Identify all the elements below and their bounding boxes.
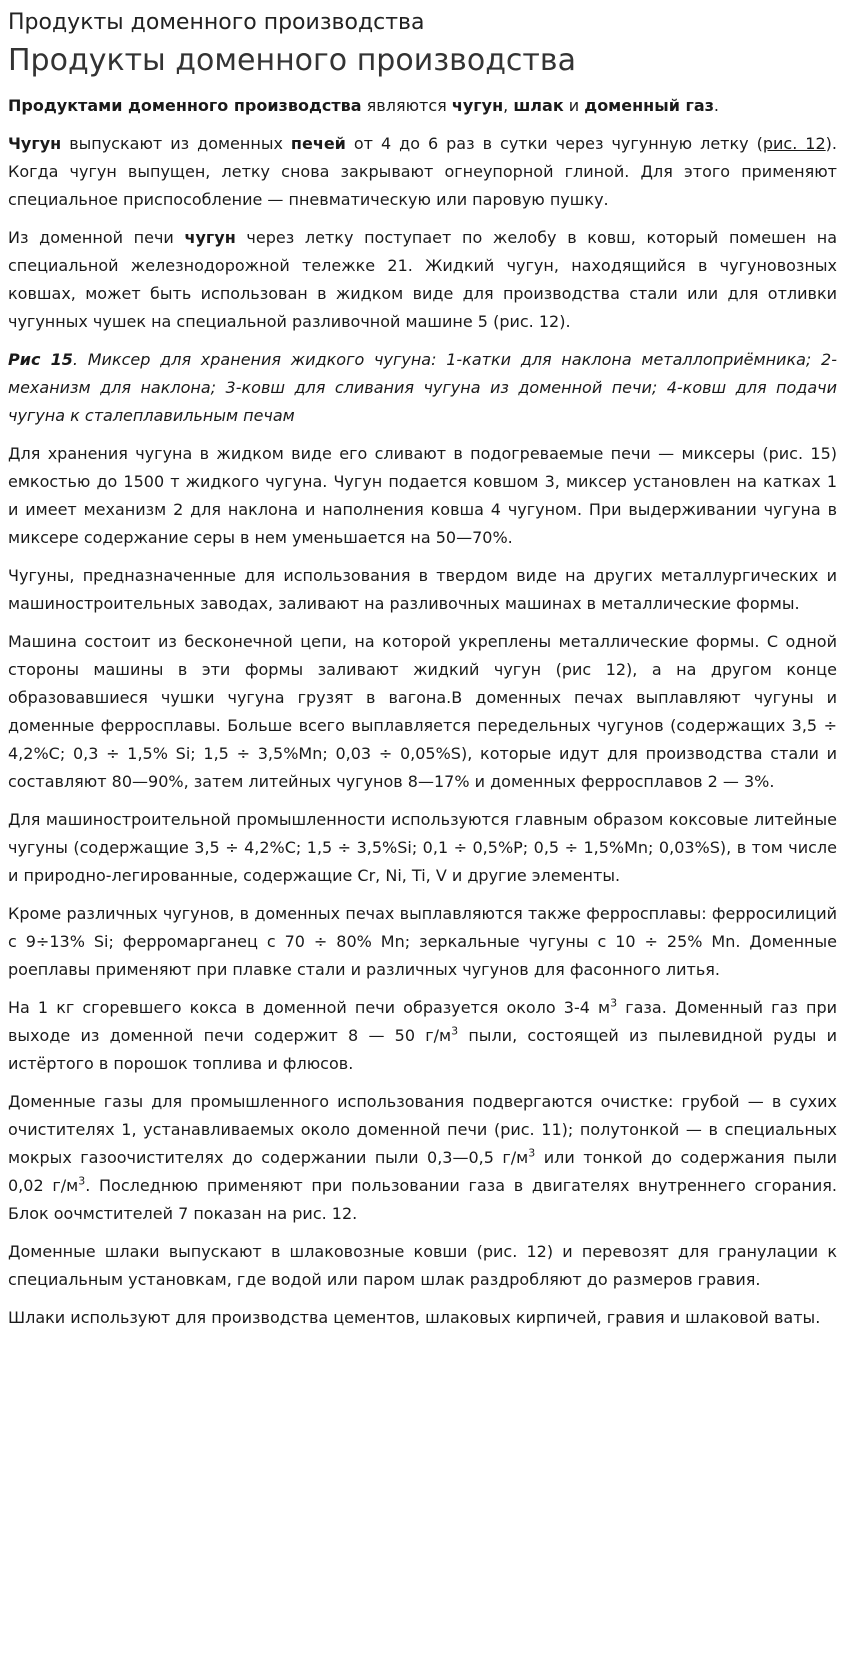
text-run: . Последнюю применяют при пользовании газа в двигателях внутреннего сгорания. Блок оочмстителей 7 показан на рис. 12.: [8, 1176, 837, 1223]
superscript: 3: [528, 1146, 536, 1160]
caption-text: . Миксер для хранения жидкого чугуна: 1-катки для наклона металлоприёмника; 2-механизм для наклона; 3-ковш для сливания чугуна из доменной печи; 4-ковш для подачи чугуна к сталеплавильным печам: [8, 350, 838, 425]
text-run: ). Когда чугун выпущен, летку снова закрывают огнеупорной глиной. Для этого применяют специальное приспособление — пневматическую или паровую пушку.: [8, 134, 837, 209]
bold-term: печей: [290, 134, 346, 153]
caption-label: Рис 15: [8, 350, 73, 369]
paragraph-ferroalloys: Кроме различных чугунов, в доменных печах выплавляются также ферросплавы: ферросилиций с 9÷13% Si; ферромарганец с 70 ÷ 80% Mn; зеркальные чугуны с 10 ÷ 25% Mn. Доменные роеплавы применяют при плавке стали и различных чугунов для фасонного литья.: [8, 904, 837, 979]
superscript: 3: [78, 1174, 86, 1188]
text-run: от 4 до 6 раз в сутки через чугунную летку (: [345, 134, 763, 153]
paragraph-iron-tapping: [8, 130, 837, 214]
text-run: пыли, состоящей из пылевидной руды и истёртого в порошок топлива и флюсов.: [8, 1026, 838, 1073]
paragraph-solid-iron: Чугуны, предназначенные для использования в твердом виде на других металлургических и машиностроительных заводах, заливают на разливочных машинах в металлические формы.: [8, 566, 837, 613]
paragraph-casting-machine: Машина состоит из бесконечной цепи, на которой укреплены металлические формы. С одной стороны машины в эти формы заливают жидкий чугун (рис 12), а на другом конце образовавшиеся чушки чугуна грузят в вагона.В доменных печах выплавляют чугуны и доменные ферросплавы. Больше всего выплавляется передельных чугунов (содержащих 3,5 ÷ 4,2%C; 0,3 ÷ 1,5% Si; 1,5 ÷ 3,5%Mn; 0,03 ÷ 0,05%S), которые идут для производства стали и составляют 80—90%, затем литейных чугунов 8—17% и доменных ферросплавов 2 — 3%.: [8, 632, 837, 791]
text-run: .: [713, 96, 720, 115]
paragraph-foundry-iron: Для машиностроительной промышленности используются главным образом коксовые литейные чугуны (содержащие 3,5 ÷ 4,2%C; 1,5 ÷ 3,5%Si; 0,1 ÷ 0,5%P; 0,5 ÷ 1,5%Mn; 0,03%S), в том числе и природно-легированные, содержащие Cr, Ni, Ti, V и другие элементы.: [8, 810, 837, 885]
text-run: Из доменной печи: [8, 228, 185, 247]
paragraph-blast-gas: [8, 994, 837, 1078]
paragraph-slag-use: Шлаки используют для производства цементов, шлаковых кирпичей, гравия и шлаковой ваты.: [8, 1308, 821, 1327]
text-run: являются: [361, 96, 452, 115]
paragraph-mixer: Для хранения чугуна в жидком виде его сливают в подогреваемые печи — миксеры (рис. 15) емкостью до 1500 т жидкого чугуна. Чугун подается ковшом 3, миксер установлен на катках 1 и имеет механизм 2 для наклона и наполнения ковша 4 чугуном. При выдерживании чугуна в миксере содержание серы в нем уменьшается на 50—70%.: [8, 444, 837, 547]
page-title: Продукты доменного производства: [8, 10, 425, 35]
figure-caption: [8, 346, 837, 430]
figure-12-link[interactable]: рис. 12: [762, 134, 826, 153]
text-run: На 1 кг сгоревшего кокса в доменной печи образуется около 3-4 м: [8, 998, 611, 1017]
text-run: ,: [503, 96, 514, 115]
bold-term: доменный газ: [584, 96, 714, 115]
text-run: выпускают из доменных: [61, 134, 291, 153]
text-run: или тонкой до содержания пыли 0,02 г/м: [8, 1148, 837, 1195]
bold-term: чугун: [451, 96, 504, 115]
paragraph-iron-ladle: [8, 224, 837, 336]
bold-term: Чугун: [8, 134, 62, 153]
text-run: и: [563, 96, 585, 115]
bold-term: шлак: [513, 96, 564, 115]
paragraph-products: [8, 92, 837, 120]
bold-term: Продуктами доменного производства: [8, 96, 362, 115]
text-run: через летку поступает по желобу в ковш, который помешен на специальной железнодорожной тележке 21. Жидкий чугун, находящийся в чугуновозных ковшах, может быть использован в жидком виде для производства стали или для отливки чугунных чушек на специальной разливочной машине 5 (рис. 12).: [8, 228, 837, 331]
text-run: Доменные газы для промышленного использования подвергаются очистке: грубой — в сухих очистителях 1, устанавливаемых около доменной печи (рис. 11); полутонкой — в специальных мокрых газоочистителях до содержании пыли 0,3—0,5 г/м: [8, 1092, 837, 1167]
bold-term: чугун: [184, 228, 236, 247]
superscript: 3: [610, 996, 618, 1010]
paragraph-slag: Доменные шлаки выпускают в шлаковозные ковши (рис. 12) и перевозят для гранулации к специальным установкам, где водой или паром шлак раздробляют до размеров гравия.: [8, 1242, 837, 1289]
superscript: 3: [451, 1024, 459, 1038]
paragraph-gas-cleaning: [8, 1088, 837, 1228]
main-heading: Продукты доменного производства: [8, 43, 576, 78]
text-run: газа. Доменный газ при выходе из доменной печи содержит 8 — 50 г/м: [8, 998, 838, 1045]
